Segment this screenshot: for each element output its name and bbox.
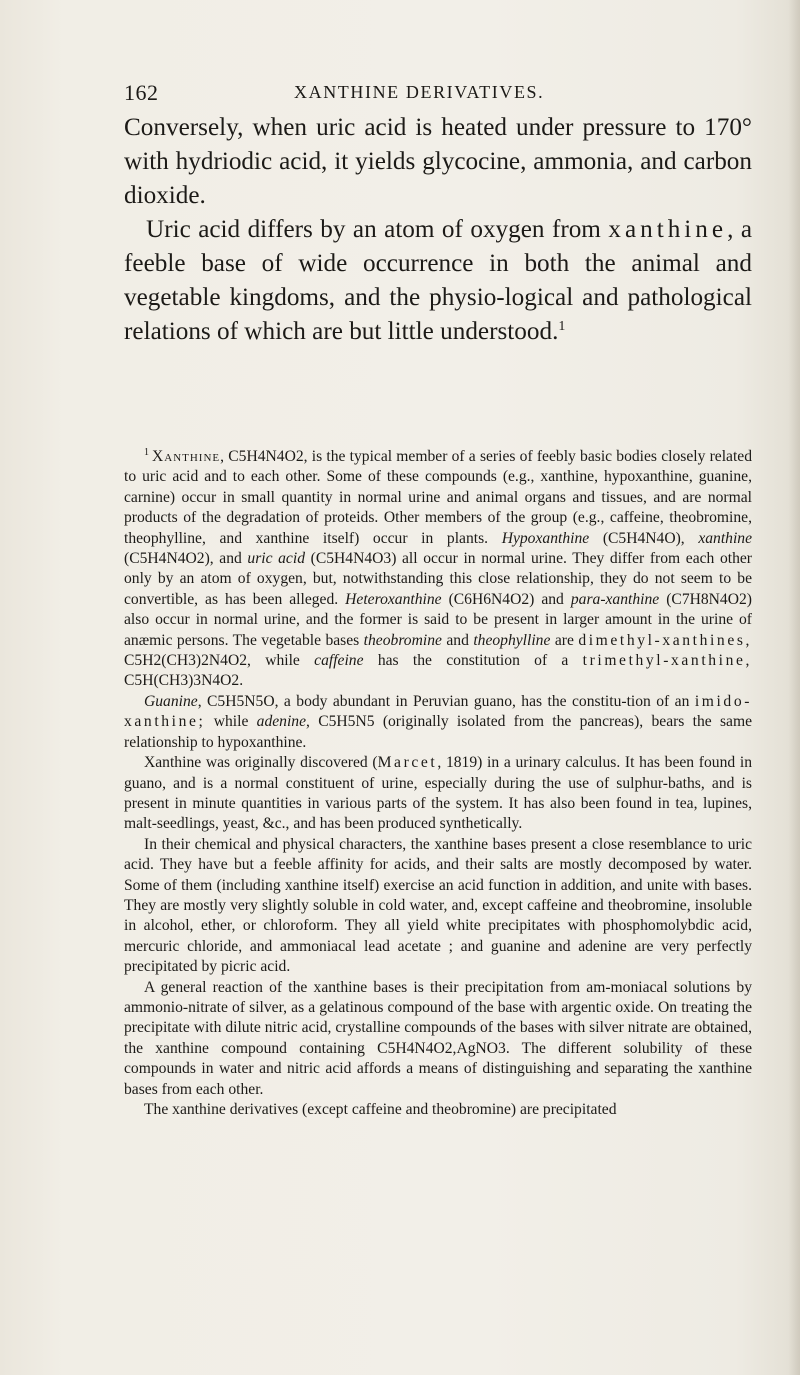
- paragraph-2-rest: , a feeble base of wide occurrence in both the animal and vegetable kingdoms, and the physio-logical and pathological relations of which are but little understood.: [124, 216, 752, 345]
- term-paraxanthine: para-xanthine: [570, 590, 660, 608]
- footnote-reference[interactable]: 1: [558, 319, 566, 334]
- footnote-paragraph-3: [124, 753, 752, 835]
- term-heteroxanthine: Heteroxanthine: [345, 590, 442, 608]
- page-edge-shadow: [788, 0, 800, 1375]
- paragraph-2: [124, 213, 752, 349]
- term-guanine: Guanine: [144, 692, 198, 710]
- term-xanthine: xanthine: [698, 529, 753, 547]
- footnote-sentence-5c: (originally isolated from the pancreas), bears the same relationship to hypoxanthine.: [124, 713, 753, 751]
- footnote-block: [124, 447, 752, 1120]
- term-imido-xanthine: imido-xanthine;: [124, 692, 753, 731]
- term-caffeine: caffeine: [314, 652, 364, 670]
- xanthine-term: xanthine: [608, 216, 728, 243]
- term-adenine: adenine: [256, 713, 307, 731]
- footnote-paragraph-4: In their chemical and physical characters, the xanthine bases present a close resemblance to uric acid. They have but a feeble affinity for acids, and their salts are mostly decomposed by water. Some of them (including xanthine itself) exercise an acid function in addition, and unite with bases. They are mostly very slightly soluble in cold water, and, except caffeine and theobromine, insoluble in alcohol, ether, or chloroform. They all yield white precipitates with phosphomolybdic acid, mercuric chloride, and ammoniacal lead acetate ; and guanine and adenine are very perfectly precipitated by picric acid.: [124, 835, 752, 976]
- footnote-sentence-5b: while: [213, 713, 249, 731]
- formula-trimethyl: C5H(CH3)3N4O2.: [124, 672, 244, 690]
- formula-heteroxanthine: (C6H6N4O2): [448, 590, 535, 608]
- term-hypoxanthine: Hypoxanthine: [501, 529, 590, 547]
- term-uric-acid: uric acid: [247, 550, 305, 568]
- term-theophylline: theophylline: [473, 631, 551, 649]
- formula-paraxanthine: (C7H8N4O2): [666, 590, 752, 608]
- footnote-sentence-4a: The vegetable bases: [232, 631, 360, 649]
- formula-adenine: C5H5N5: [318, 713, 375, 731]
- footnote-sentence-5a: , a body abundant in Peruvian guano, has the constitu-tion of an: [274, 692, 690, 710]
- formula-guanine: C5H5N5O: [207, 692, 275, 710]
- term-trimethyl-xanthine: trimethyl-xanthine,: [582, 652, 753, 670]
- page-number: 162: [124, 80, 159, 105]
- footnote-sentence-3: also occur in normal urine, and the former is said to be present in larger amount in the urine of anæmic persons.: [124, 611, 752, 649]
- footnote-sentence-4d: has the constitution of a: [377, 652, 569, 670]
- term-theobromine: theobromine: [363, 631, 442, 649]
- formula-xanthine: C5H4N4O2: [228, 448, 304, 465]
- footnote-sentence-6a: Xanthine was originally discovered (: [144, 754, 378, 772]
- footnote-paragraph-5: A general reaction of the xanthine bases is their precipitation from am-moniacal solutions by ammonio-nitrate of silver, as a gelatinous compound of the base with argentic oxide. On treating the precipitate with dilute nitric acid, crystalline compounds of the bases with silver nitrate are obtained, the xanthine compound containing C5H4N4O2,AgNO3. The different solubility of these compounds in water and nitric acid affords a means of distinguishing and separating the xanthine bases from each other.: [124, 978, 752, 1098]
- footnote-term-xanthine: Xanthine: [152, 448, 221, 465]
- formula-uric-acid: (C5H4N4O3): [310, 550, 397, 568]
- footnote-paragraph-1: $^1$ Xanthine, C5H4N4O2, is the typical member of a series of feebly basic bodies closely related to uric acid and to each other. Some of these compounds (e.g., xanthine, hypoxanthine, guanine, carnine) occur in small quantity in normal urine and animal organs and tissues, and are normal products of the degradation of proteids. Other members of the group (e.g., caffeine, theobromine, theophylline, and xanthine itself) occur in plants. Hypoxanthine (C5H4N4O), xanthine (C5H4N4O2), and uric acid (C5H4N4O3) all occur in normal urine. They differ from each other only by an atom of oxygen, but, notwithstanding this close relationship, they do not seem to be convertible, as has been alleged. Heteroxanthine (C6H6N4O2) and para-xanthine (C7H8N4O2) also occur in normal urine, and the former is said to be present in larger amount in the urine of anæmic persons. The vegetable bases theobromine and theophylline are dimethyl-xanthines, C5H2(CH3)2N4O2, while caffeine has the constitution of a trimethyl-xanthine, C5H(CH3)3N4O2.: [124, 447, 753, 690]
- formula-dimethyl: C5H2(CH3)2N4O2: [124, 652, 248, 670]
- term-dimethyl-xanthines: dimethyl-xanthines,: [578, 631, 753, 649]
- footnote-sentence-6b: , 1819) in a urinary calculus. It has been found in guano, and is a normal constituent of urine, especially during the use of sulphur-baths, and is present in minute quantities in various parts of the system. It has also been found in tea, lupines, malt-seedlings, yeast, &c., and has been produced synthetically.: [124, 754, 752, 833]
- paragraph-2-start: Uric acid differs by an atom of oxygen from: [146, 216, 601, 243]
- footnote-mark: 1: [144, 447, 149, 458]
- footnote-sentence-4c: , while: [247, 652, 300, 670]
- footnote-sentence-1: is the typical member of a series of feebly basic bodies closely related to uric acid and to each other. Some of these compounds (e.g., xanthine, hypoxanthine, guanine, carnine) occur in small quantity in normal urine and animal organs and tissues, and are normal products of the degradation of proteids. Other members of the group (e.g., caffeine, theobromine, theophylline, and xanthine itself) occur in plants.: [124, 448, 753, 547]
- main-text: [124, 111, 752, 349]
- footnote-and: and: [446, 631, 469, 649]
- footnote-sentence-4b: are: [554, 631, 574, 649]
- paragraph-1: Conversely, when uric acid is heated under pressure to 170° with hydriodic acid, it yields glycocine, ammonia, and carbon dioxide.: [124, 114, 752, 209]
- formula-xanthine-2: (C5H4N4O2): [124, 550, 210, 568]
- running-head: XANTHINE DERIVATIVES.: [294, 82, 545, 102]
- footnote-paragraph-2: Guanine, C5H5N5O, a body abundant in Peruvian guano, has the constitu-tion of an imido-xanthine; while adenine, C5H5N5 (originally isolated from the pancreas), bears the same relationship to hypoxanthine.: [124, 692, 753, 751]
- footnote-paragraph-6: The xanthine derivatives (except caffeine and theobromine) are precipitated: [144, 1101, 617, 1118]
- formula-hypoxanthine: (C5H4N4O): [602, 529, 681, 547]
- footnote-sentence-2: all occur in normal urine. They differ from each other only by an atom of oxygen, but, notwithstanding this close relationship, they do not seem to be convertible, as has been alleged.: [124, 550, 753, 608]
- author-marcet: Marcet: [377, 754, 438, 772]
